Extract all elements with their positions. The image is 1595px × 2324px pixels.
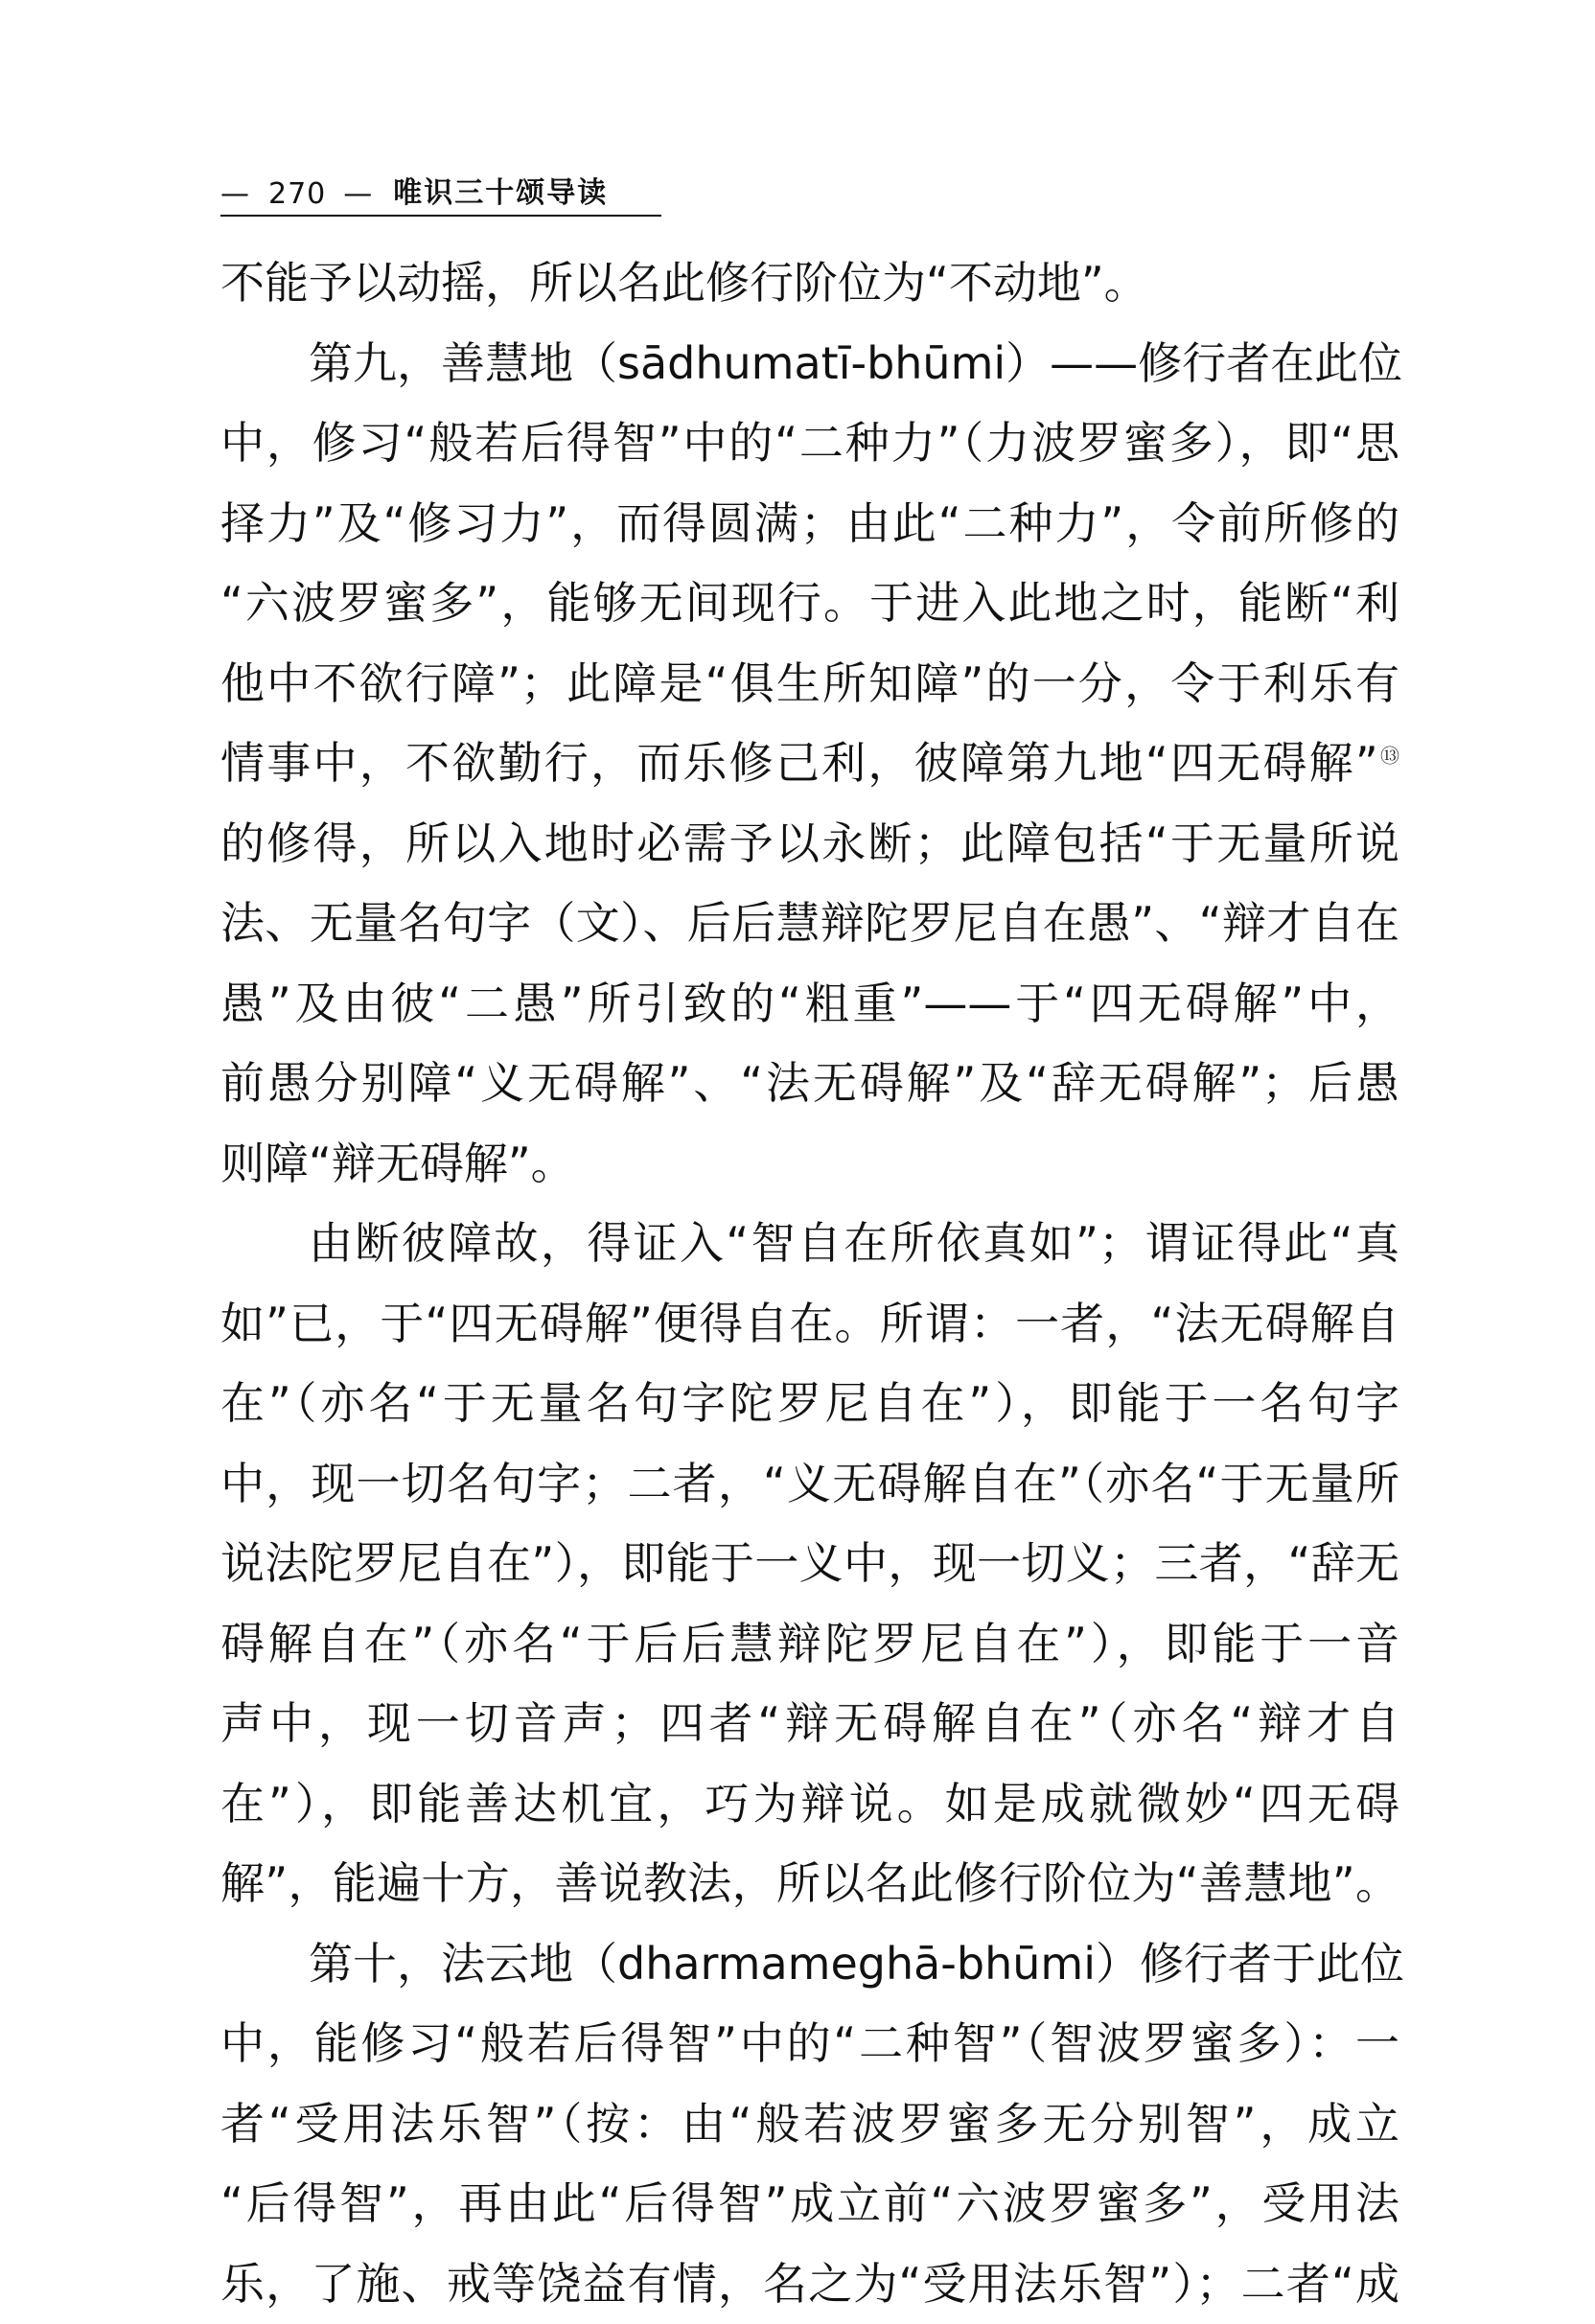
text-line-content: 解”，能遍十方，善说教法，所以名此修行阶位为“善慧地”。 xyxy=(220,1857,1399,1909)
text-line-content: “后得智”，再由此“后得智”成立前“六波罗蜜多”，受用法 xyxy=(220,2177,1399,2229)
text-line-content: 不能予以动摇，所以名此修行阶位为“不动地”。 xyxy=(220,257,1148,309)
text-line xyxy=(220,804,1399,885)
text-line-content: “六波罗蜜多”，能够无间现行。于进入此地之时，能断“利 xyxy=(220,577,1399,629)
text-line xyxy=(220,1684,1399,1764)
text-line-content: 乐，了施、戒等饶益有情，名之为“受用法乐智”）；二者“成 xyxy=(220,2258,1399,2310)
text-line xyxy=(220,403,1399,484)
running-head xyxy=(220,171,661,217)
text-line-content: 中，现一切名句字；二者，“义无碍解自在”（亦名“于无量所 xyxy=(220,1458,1399,1509)
text-line xyxy=(220,1364,1399,1444)
text-line xyxy=(220,1604,1399,1685)
page-number: 270 xyxy=(268,177,326,211)
text-line xyxy=(220,1524,1399,1604)
text-line-content: 第十，法云地（dharmameghā-bhūmi）修行者于此位 xyxy=(309,1938,1404,1990)
book-title: 唯识三十颂导读 xyxy=(393,169,608,211)
text-line xyxy=(220,2004,1399,2084)
text-line xyxy=(220,2244,1399,2324)
text-line xyxy=(220,1764,1399,1845)
text-line xyxy=(220,644,1399,725)
text-line-content: 法、无量名句字（文）、后后慧辩陀罗尼自在愚”、“辩才自在 xyxy=(220,897,1399,949)
text-line xyxy=(220,564,1399,644)
text-line xyxy=(220,1844,1399,1924)
header-dash-left: — xyxy=(220,177,249,211)
text-line-content: 如”已，于“四无碍解”便得自在。所谓：一者，“法无碍解自 xyxy=(220,1298,1399,1349)
text-line xyxy=(220,243,1399,324)
text-line xyxy=(220,724,1399,804)
text-line-content: 的修得，所以入地时必需予以永断；此障包括“于无量所说 xyxy=(220,817,1399,869)
text-line xyxy=(220,2164,1399,2244)
text-line-content: 第九，善慧地（sādhumatī-bhūmi）——修行者在此位 xyxy=(309,337,1402,389)
text-line xyxy=(220,1124,1399,1205)
text-line-content: 者“受用法乐智”（按：由“般若波罗蜜多无分别智”，成立 xyxy=(220,2098,1399,2150)
text-line-content: 愚”及由彼“二愚”所引致的“粗重”——于“四无碍解”中， xyxy=(220,978,1399,1029)
text-line-content: 择力”及“修习力”，而得圆满；由此“二种力”，令前所修的 xyxy=(220,497,1399,549)
text-line-content: 在”），即能善达机宜，巧为辩说。如是成就微妙“四无碍 xyxy=(220,1778,1399,1829)
text-line-content: 声中，现一切音声；四者“辩无碍解自在”（亦名“辩才自 xyxy=(220,1697,1399,1749)
text-line xyxy=(220,1444,1399,1525)
text-line-content: 他中不欲行障”；此障是“俱生所知障”的一分，令于利乐有 xyxy=(220,657,1399,709)
text-line-content: 前愚分别障“义无碍解”、“法无碍解”及“辞无碍解”；后愚 xyxy=(220,1057,1399,1109)
text-line xyxy=(220,324,1399,404)
text-line xyxy=(220,1044,1399,1124)
text-line-content: 碍解自在”（亦名“于后后慧辩陀罗尼自在”），即能于一音 xyxy=(220,1618,1399,1669)
header-dash-right: — xyxy=(343,177,372,211)
body-text xyxy=(220,243,1399,2324)
text-line-content: 情事中，不欲勤行，而乐修己利，彼障第九地“四无碍解” xyxy=(220,737,1378,789)
text-line-content: 中，能修习“般若后得智”中的“二种智”（智波罗蜜多）：一 xyxy=(220,2017,1399,2069)
text-line xyxy=(220,2084,1399,2165)
text-line-content: 则障“辩无碍解”。 xyxy=(220,1138,575,1189)
text-line-content: 由断彼障故，得证入“智自在所依真如”；谓证得此“真 xyxy=(309,1217,1399,1269)
text-line-content: 在”（亦名“于无量名句字陀罗尼自在”），即能于一名句字 xyxy=(220,1377,1399,1429)
text-line-content: 说法陀罗尼自在”），即能于一义中，现一切义；三者，“辞无 xyxy=(220,1537,1399,1589)
text-line-content: 中，修习“般若后得智”中的“二种力”（力波罗蜜多），即“思 xyxy=(220,417,1399,469)
text-line xyxy=(220,484,1399,564)
text-line xyxy=(220,1924,1399,2005)
footnote-marker[interactable]: ⑬ xyxy=(1378,745,1399,768)
text-line xyxy=(220,1204,1399,1284)
text-line xyxy=(220,964,1399,1045)
text-line xyxy=(220,884,1399,964)
text-line xyxy=(220,1284,1399,1365)
